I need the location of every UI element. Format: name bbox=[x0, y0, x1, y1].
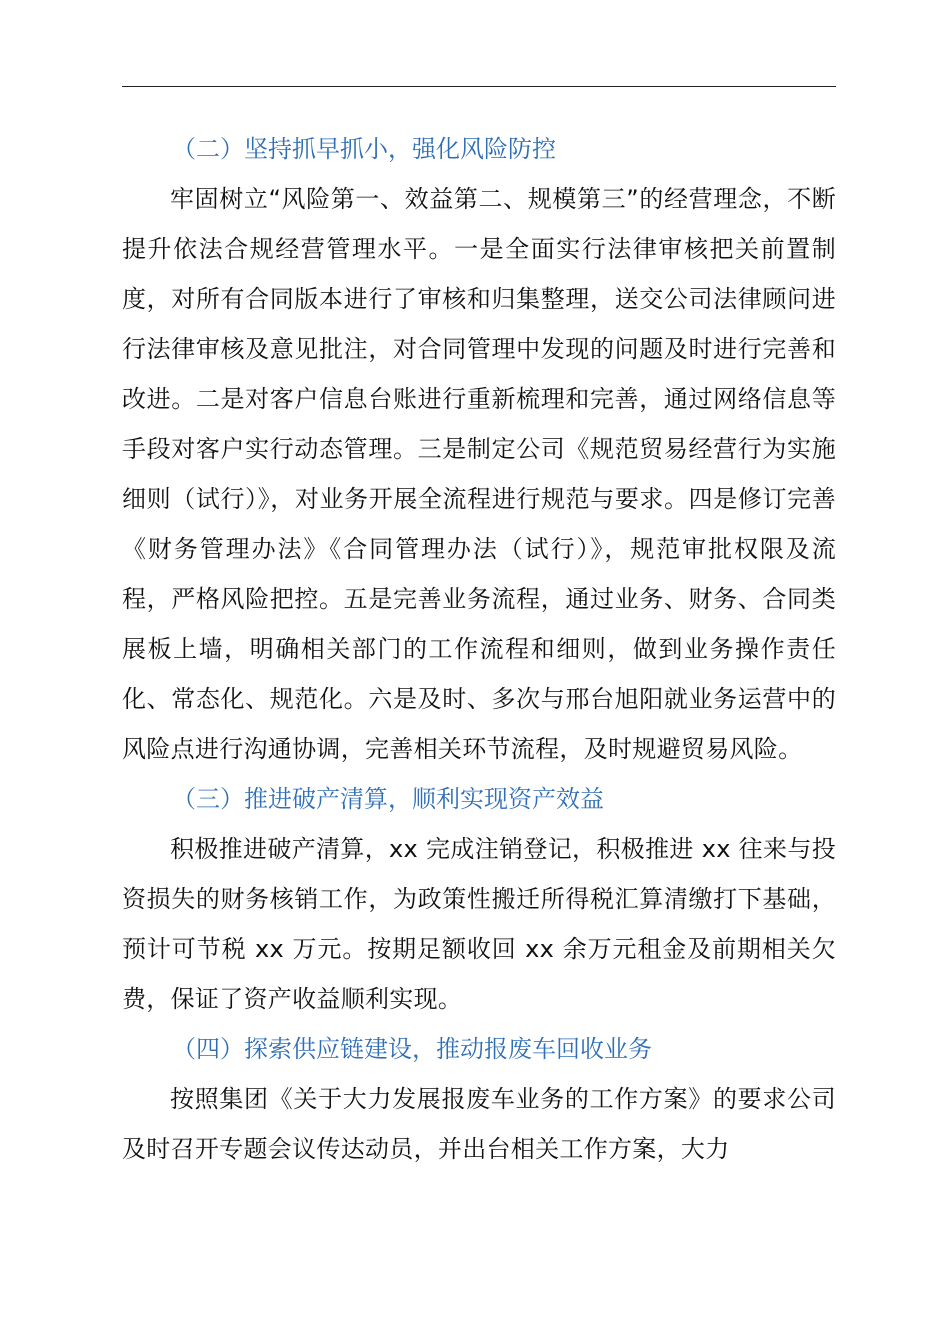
header-rule bbox=[122, 86, 836, 87]
document-body bbox=[122, 124, 836, 1174]
section-2-paragraph: 牢固树立“风险第一、效益第二、规模第三”的经营理念，不断提升依法合规经营管理水平。一是全面实行法律审核把关前置制度，对所有合同版本进行了审核和归集整理，送交公司法律顾问进行法律审核及意见批注，对合同管理中发现的问题及时进行完善和改进。二是对客户信息台账进行重新梳理和完善，通过网络信息等手段对客户实行动态管理。三是制定公司《规范贸易经营行为实施细则（试行）》，对业务开展全流程进行规范与要求。四是修订完善《财务管理办法》《合同管理办法（试行）》，规范审批权限及流程，严格风险把控。五是完善业务流程，通过业务、财务、合同类展板上墙，明确相关部门的工作流程和细则，做到业务操作责任化、常态化、规范化。六是及时、多次与邢台旭阳就业务运营中的风险点进行沟通协调，完善相关环节流程，及时规避贸易风险。 bbox=[122, 185, 836, 763]
section-4-paragraph: 按照集团《关于大力发展报废车业务的工作方案》的要求公司及时召开专题会议传达动员，并出台相关工作方案，大力 bbox=[122, 1085, 836, 1163]
section-heading-2: （二）坚持抓早抓小，强化风险防控 bbox=[172, 135, 556, 163]
section-3-paragraph: 积极推进破产清算，xx 完成注销登记，积极推进 xx 往来与投资损失的财务核销工作，为政策性搬迁所得税汇算清缴打下基础，预计可节税 xx 万元。按期足额收回 xx 余万元租金及前期相关欠费，保证了资产收益顺利实现。 bbox=[122, 835, 836, 1013]
section-heading-3: （三）推进破产清算，顺利实现资产效益 bbox=[172, 785, 604, 813]
section-heading-4: （四）探索供应链建设，推动报废车回收业务 bbox=[172, 1035, 652, 1063]
